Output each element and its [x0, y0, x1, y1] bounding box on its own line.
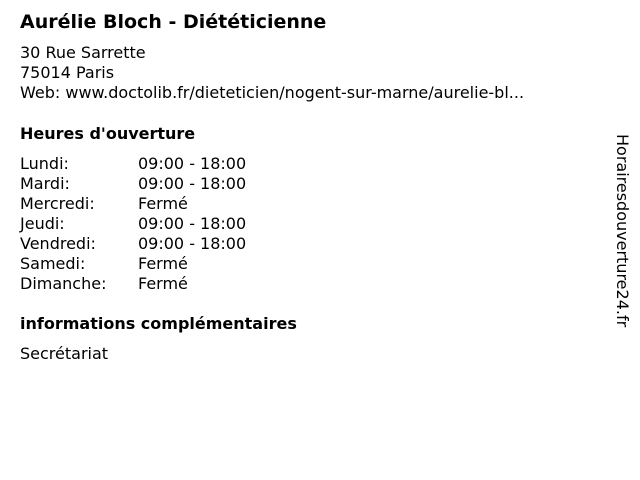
day-label: Mercredi: — [20, 194, 95, 213]
hours-row-wednesday — [20, 194, 246, 214]
hours-value: 09:00 - 18:00 — [138, 234, 247, 253]
additional-info-heading: informations complémentaires — [20, 314, 297, 333]
hours-row-monday — [20, 154, 246, 174]
hours-value: Fermé — [138, 194, 188, 213]
opening-hours-heading: Heures d'ouverture — [20, 124, 196, 143]
hours-row-sunday — [20, 274, 246, 294]
hours-row-thursday — [20, 214, 246, 234]
address-block — [20, 43, 524, 103]
hours-value: Fermé — [138, 274, 188, 293]
hours-row-tuesday — [20, 174, 246, 194]
day-label: Vendredi: — [20, 234, 96, 253]
day-label: Samedi: — [20, 254, 86, 273]
hours-value: 09:00 - 18:00 — [138, 214, 247, 233]
hours-value: Fermé — [138, 254, 188, 273]
address-city: 75014 Paris — [20, 63, 115, 82]
address-street: 30 Rue Sarrette — [20, 43, 146, 62]
day-label: Dimanche: — [20, 274, 107, 293]
day-label: Lundi: — [20, 154, 69, 173]
page-title: Aurélie Bloch - Diététicienne — [20, 11, 327, 33]
day-label: Jeudi: — [20, 214, 65, 233]
hours-row-saturday — [20, 254, 246, 274]
site-watermark: Horairesdouverture24.fr — [613, 134, 632, 328]
additional-info-text: Secrétariat — [20, 344, 109, 363]
hours-row-friday — [20, 234, 246, 254]
hours-value: 09:00 - 18:00 — [138, 174, 247, 193]
day-label: Mardi: — [20, 174, 70, 193]
website-link[interactable]: Web: www.doctolib.fr/dieteticien/nogent-sur-marne/aurelie-bl... — [20, 83, 525, 102]
hours-value: 09:00 - 18:00 — [138, 154, 247, 173]
opening-hours-table — [20, 154, 246, 294]
